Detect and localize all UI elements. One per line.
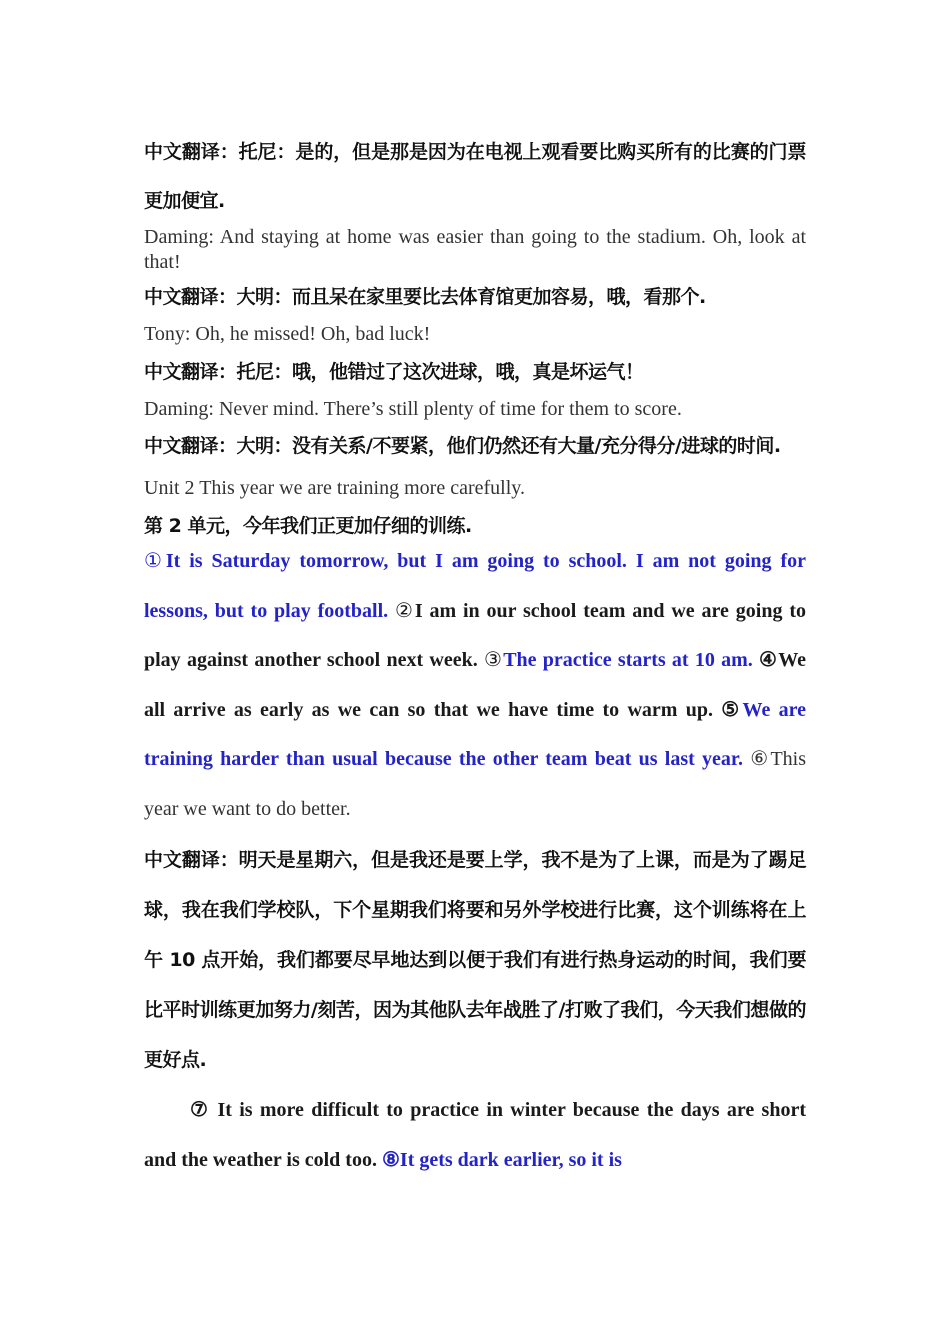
sentence-number-1: ①: [144, 550, 166, 572]
translation-line-3: 中文翻译：托尼：哦，他错过了这次进球，哦，真是坏运气！: [144, 361, 644, 383]
dialogue-line-3: Daming: Never mind. There’s still plenty of time for them to score.: [144, 398, 682, 420]
unit-title: Unit 2 This year we are training more carefully.: [144, 477, 525, 499]
sentence-7: It is more difficult to practice in winter because the days are short and the weather is cold too.: [144, 1098, 806, 1171]
sentence-2: I am in our school team and we are going to play against another school next week.: [144, 599, 806, 672]
translation-line-2: 中文翻译：大明：而且呆在家里要比去体育馆更加容易，哦，看那个.: [144, 286, 706, 308]
sentence-number-3: ③: [484, 649, 504, 672]
translation-line-4: 中文翻译：大明：没有关系/不要紧，他们仍然还有大量/充分得分/进球的时间.: [144, 435, 781, 457]
sentence-number-6: ⑥: [750, 748, 771, 771]
unit-title-translation: 第 2 单元，今年我们正更加仔细的训练.: [144, 515, 472, 537]
sentence-number-2: ②: [395, 599, 415, 622]
translation-line-1: 中文翻译：托尼：是的，但是那是因为在电视上观看要比购买所有的比赛的门票更加便宜.: [144, 141, 806, 212]
sentence-number-8: ⑧: [381, 1148, 400, 1171]
sentence-number-5: ⑤: [721, 698, 743, 721]
sentence-5: We are training harder than usual because the other team beat us last year.: [144, 698, 807, 771]
sentence-1: It is Saturday tomorrow, but I am going to school. I am not going for lessons, but to play football.: [144, 550, 806, 622]
passage-paragraph-2: [144, 1085, 806, 1185]
dialogue-line-1: Daming: And staying at home was easier than going to the stadium. Oh, look at that!: [144, 226, 806, 273]
sentence-8: It gets dark earlier, so it is: [399, 1148, 622, 1171]
document-page: [144, 128, 806, 1185]
translation-paragraph: 中文翻译：明天是星期六，但是我还是要上学，我不是为了上课，而是为了踢足球，我在我们学校队，下个星期我们将要和另外学校进行比赛，这个训练将在上午 10 点开始，我们都要尽早地达到以便于我们有进行热身运动的时间，我们要比平时训练更加努力/刻苦，因为其他队去年战胜了/打败了我们，今天我们想做的更好点.: [144, 848, 806, 1071]
sentence-6: This year we want to do better.: [144, 748, 806, 820]
passage-paragraph-1: [144, 537, 806, 835]
sentence-number-4: ④: [759, 649, 779, 672]
sentence-number-7: ⑦: [190, 1098, 211, 1121]
sentence-4: We all arrive as early as we can so that we have time to warm up.: [144, 649, 807, 721]
sentence-3: The practice starts at 10 am.: [503, 649, 753, 672]
dialogue-line-2: Tony: Oh, he missed! Oh, bad luck!: [144, 323, 431, 345]
